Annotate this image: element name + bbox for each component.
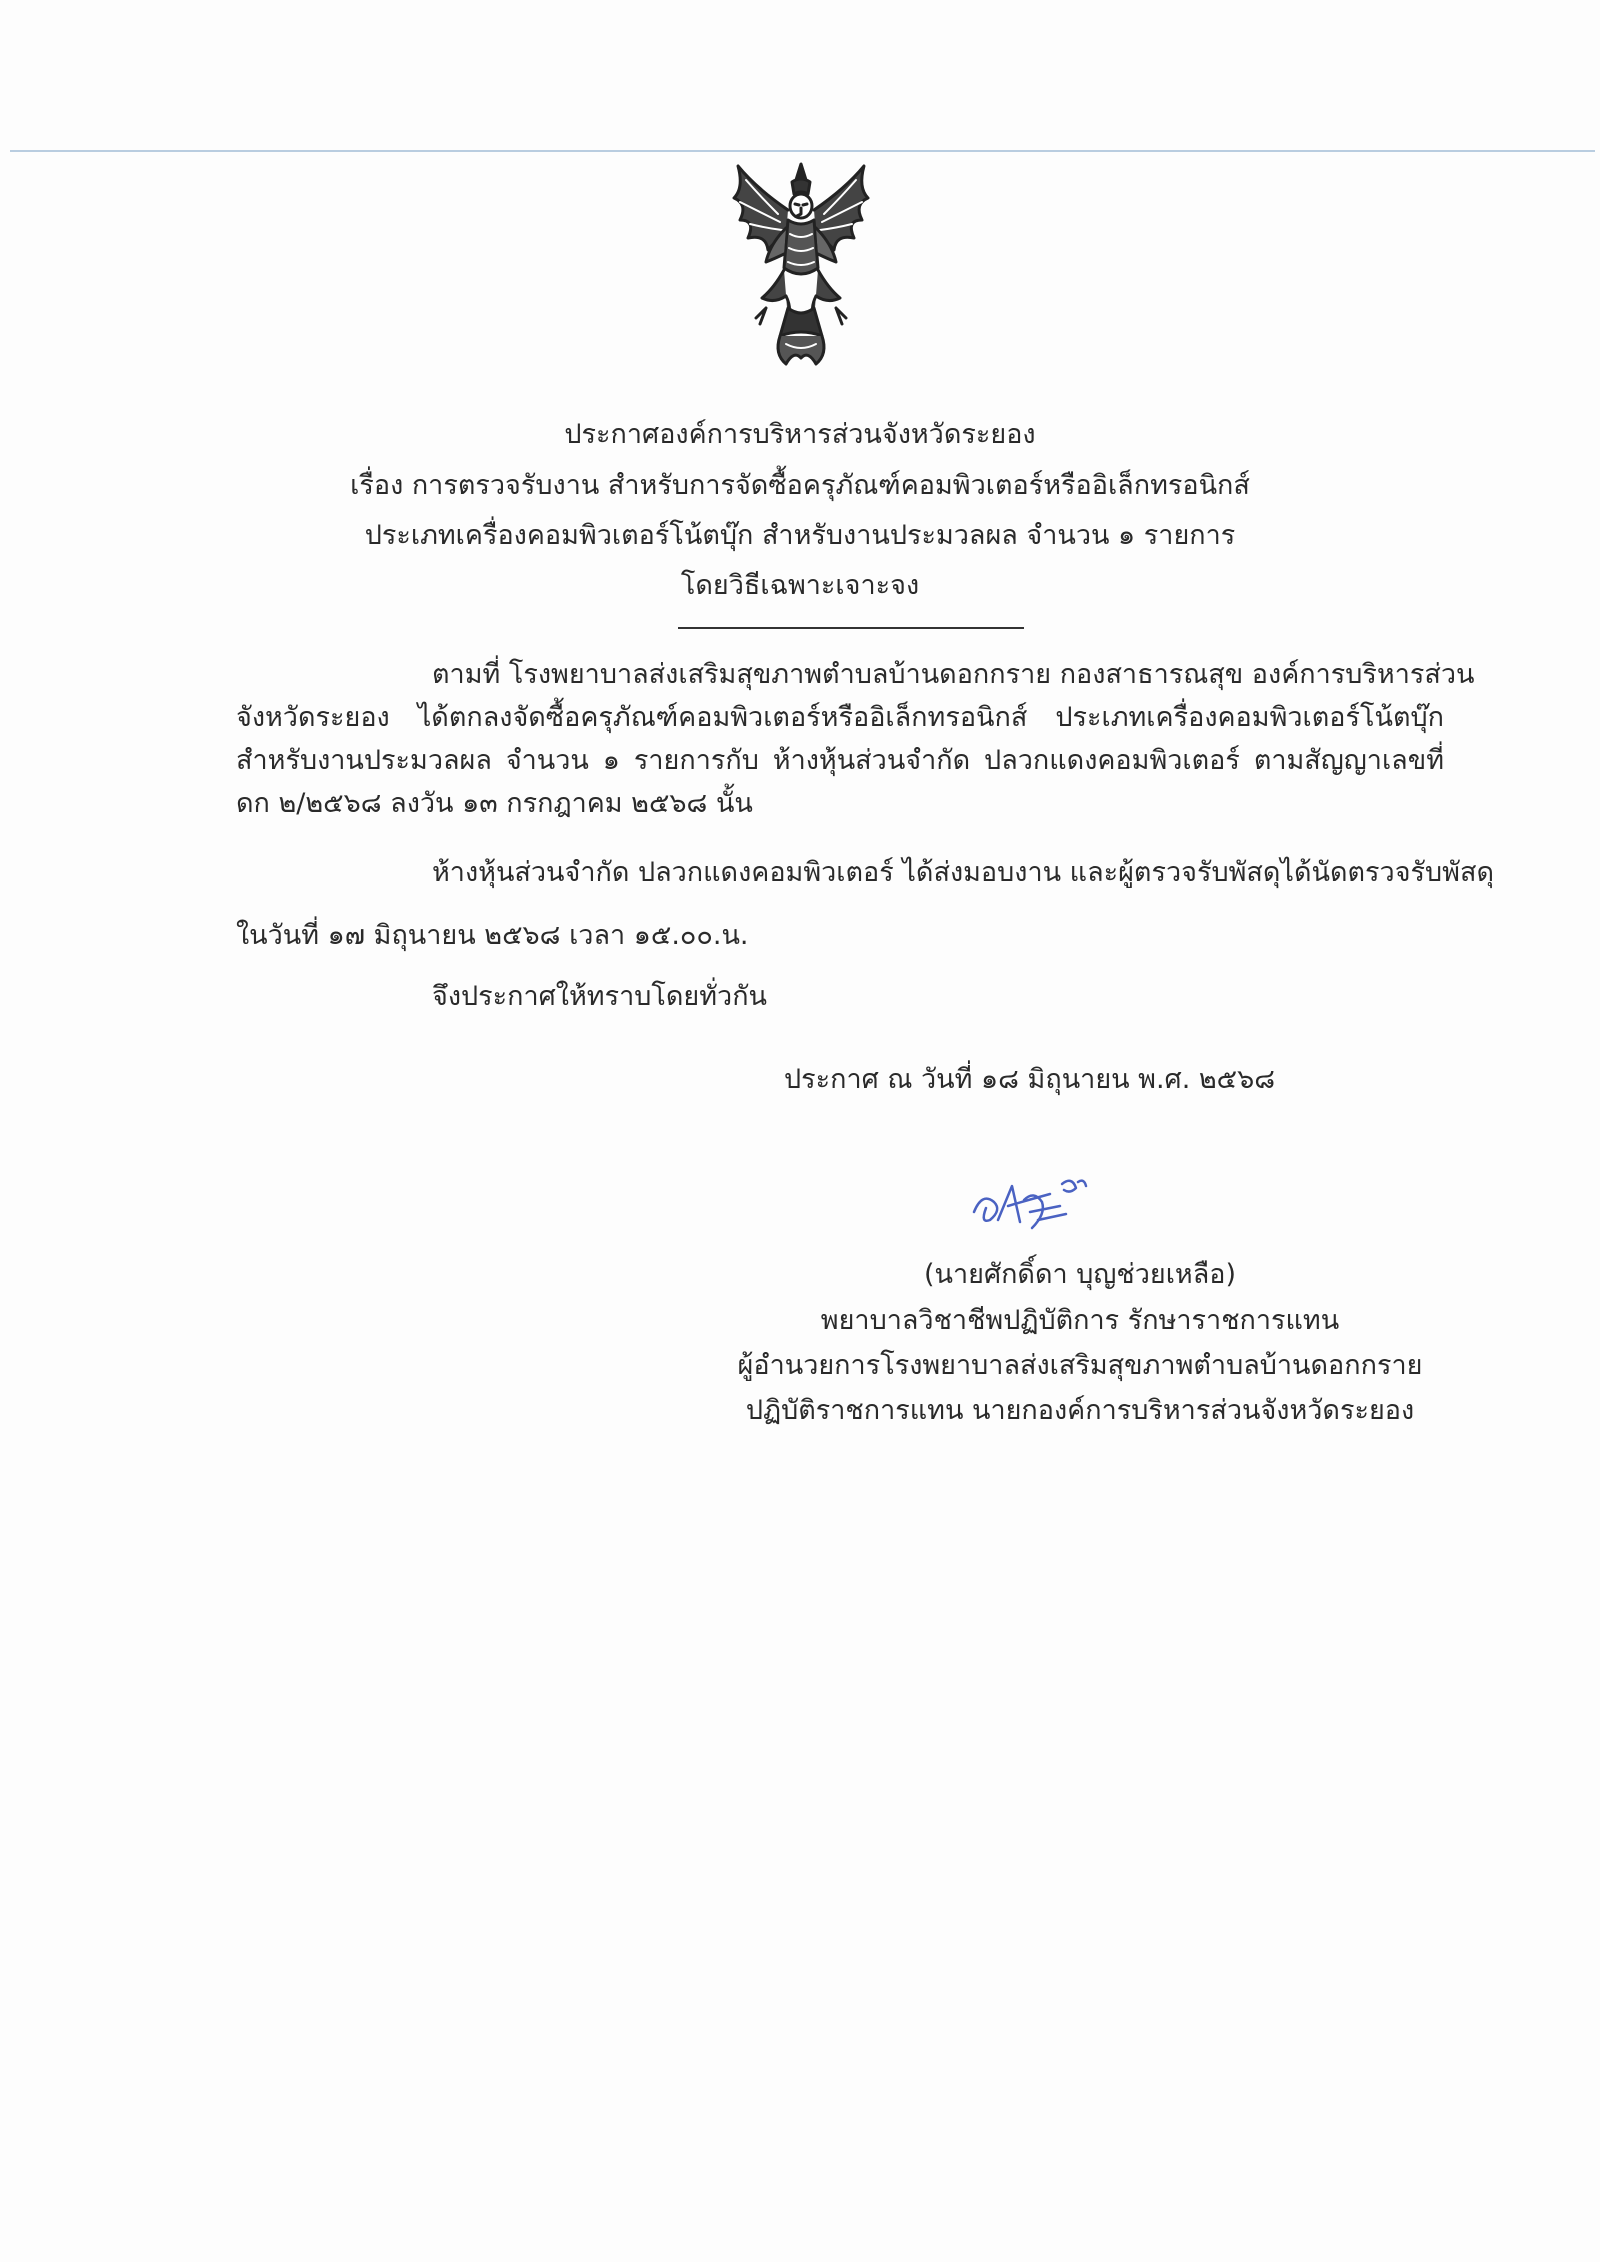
para2-line1: ห้างหุ้นส่วนจำกัด ปลวกแดงคอมพิวเตอร์ ได้ส่งมอบงาน และผู้ตรวจรับพัสดุได้นัดตรวจรับพัสดุ: [432, 857, 1494, 888]
top-rule: [10, 150, 1595, 152]
closing-line: จึงประกาศให้ทราบโดยทั่วกัน: [432, 981, 767, 1012]
para1-line4: ดก ๒/๒๕๖๘ ลงวัน ๑๓ กรกฎาคม ๒๕๖๘ นั้น: [236, 788, 753, 819]
garuda-emblem-icon: [726, 158, 876, 368]
announcement-title: ประกาศองค์การบริหารส่วนจังหวัดระยอง: [564, 419, 1036, 450]
subject-line-2: ประเภทเครื่องคอมพิวเตอร์โน้ตบุ๊ก สำหรับงานประมวลผล จำนวน ๑ รายการ: [364, 520, 1236, 551]
signatory-position-2: ผู้อำนวยการโรงพยาบาลส่งเสริมสุขภาพตำบลบ้านดอกกราย: [737, 1350, 1423, 1381]
announcement-date: ประกาศ ณ วันที่ ๑๘ มิถุนายน พ.ศ. ๒๕๖๘: [784, 1064, 1276, 1095]
signatory-position-1: พยาบาลวิชาชีพปฏิบัติการ รักษาราชการแทน: [820, 1305, 1340, 1336]
subject-line-3: โดยวิธีเฉพาะเจาะจง: [680, 570, 920, 601]
para1-line2: จังหวัดระยอง ได้ตกลงจัดซื้อครุภัณฑ์คอมพิวเตอร์หรืออิเล็กทรอนิกส์ ประเภทเครื่องคอมพิวเตอร์โน้ตบุ๊ก: [236, 702, 1444, 733]
signatory-position-3: ปฏิบัติราชการแทน นายกองค์การบริหารส่วนจังหวัดระยอง: [745, 1395, 1415, 1426]
subject-line: เรื่อง การตรวจรับงาน สำหรับการจัดซื้อครุภัณฑ์คอมพิวเตอร์หรืออิเล็กทรอนิกส์: [350, 470, 1250, 501]
signatory-name: (นายศักดิ์ดา บุญช่วยเหลือ): [923, 1259, 1237, 1290]
signature-icon: [968, 1172, 1098, 1242]
para1-line1: ตามที่ โรงพยาบาลส่งเสริมสุขภาพตำบลบ้านดอกกราย กองสาธารณสุข องค์การบริหารส่วน: [432, 659, 1475, 690]
header-divider: [678, 627, 1024, 629]
para1-line3: สำหรับงานประมวลผล จำนวน ๑ รายการกับ ห้างหุ้นส่วนจำกัด ปลวกแดงคอมพิวเตอร์ ตามสัญญาเลขที่: [236, 745, 1444, 776]
para2-line2: ในวันที่ ๑๗ มิถุนายน ๒๕๖๘ เวลา ๑๕.๐๐.น.: [236, 920, 749, 951]
